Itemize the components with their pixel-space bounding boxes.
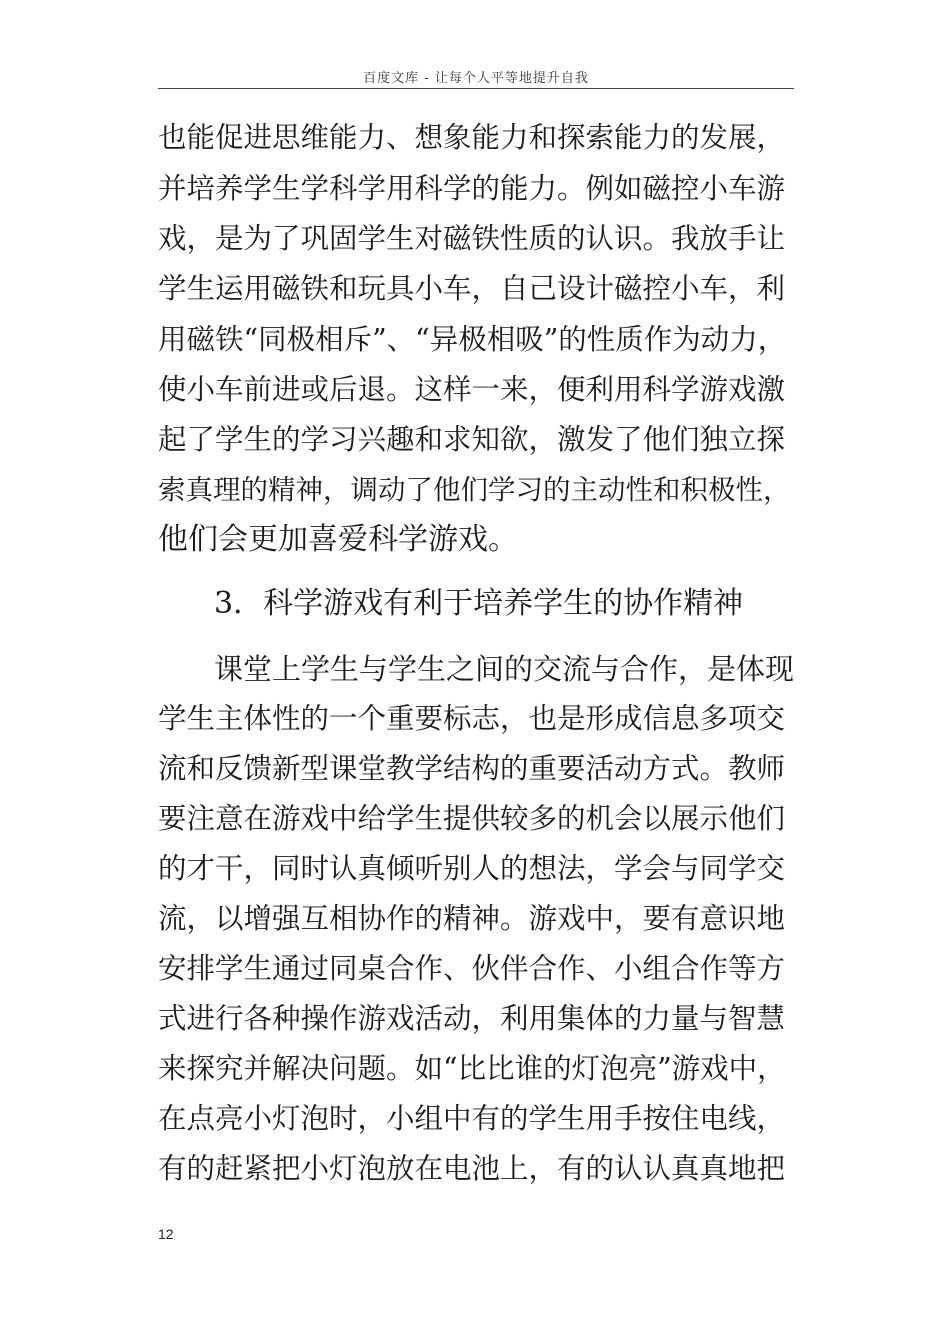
section-heading: 3．科学游戏有利于培养学生的协作精神 (214, 586, 744, 621)
text-line: 要注意在游戏中给学生提供较多的机会以展示他们 (158, 802, 786, 835)
text-line: 安排学生通过同桌合作、伙伴合作、小组合作等方 (158, 952, 786, 985)
text-line: 流，以增强互相协作的精神。游戏中，要有意识地 (158, 902, 786, 935)
text-line: 流和反馈新型课堂教学结构的重要活动方式。教师 (158, 752, 786, 785)
text-line: 用磁铁“同极相斥”、“异极相吸”的性质作为动力， (158, 323, 787, 356)
text-line: 也能促进思维能力、想象能力和探索能力的发展， (158, 121, 786, 154)
text-line: 式进行各种操作游戏活动，利用集体的力量与智慧 (158, 1002, 786, 1035)
text-line: 使小车前进或后退。这样一来，便利用科学游戏激 (158, 373, 786, 406)
text-line: 起了学生的学习兴趣和求知欲，激发了他们独立探 (158, 423, 786, 456)
text-line: 来探究并解决问题。如“比比谁的灯泡亮”游戏中， (158, 1052, 786, 1085)
page-header: 百度文库 - 让每个人平等地提升自我 (363, 71, 589, 86)
text-line: 有的赶紧把小灯泡放在电池上，有的认认真真地把 (158, 1152, 786, 1185)
text-line: 索真理的精神，调动了他们学习的主动性和积极性， (158, 474, 791, 506)
text-line: 并培养学生学科学用科学的能力。例如磁控小车游 (158, 172, 786, 205)
text-line: 的才干，同时认真倾听别人的想法，学会与同学交 (158, 852, 786, 885)
text-line: 在点亮小灯泡时，小组中有的学生用手按住电线， (158, 1102, 786, 1135)
text-line: 戏，是为了巩固学生对磁铁性质的认识。我放手让 (158, 222, 786, 255)
page-number: 12 (158, 1226, 174, 1242)
text-line: 他们会更加喜爱科学游戏。 (158, 522, 518, 557)
header-divider (158, 88, 794, 89)
text-line: 课堂上学生与学生之间的交流与合作，是体现 (214, 652, 795, 686)
text-line: 学生运用磁铁和玩具小车，自己设计磁控小车，利 (158, 272, 786, 305)
text-line: 学生主体性的一个重要标志，也是形成信息多项交 (158, 702, 786, 735)
